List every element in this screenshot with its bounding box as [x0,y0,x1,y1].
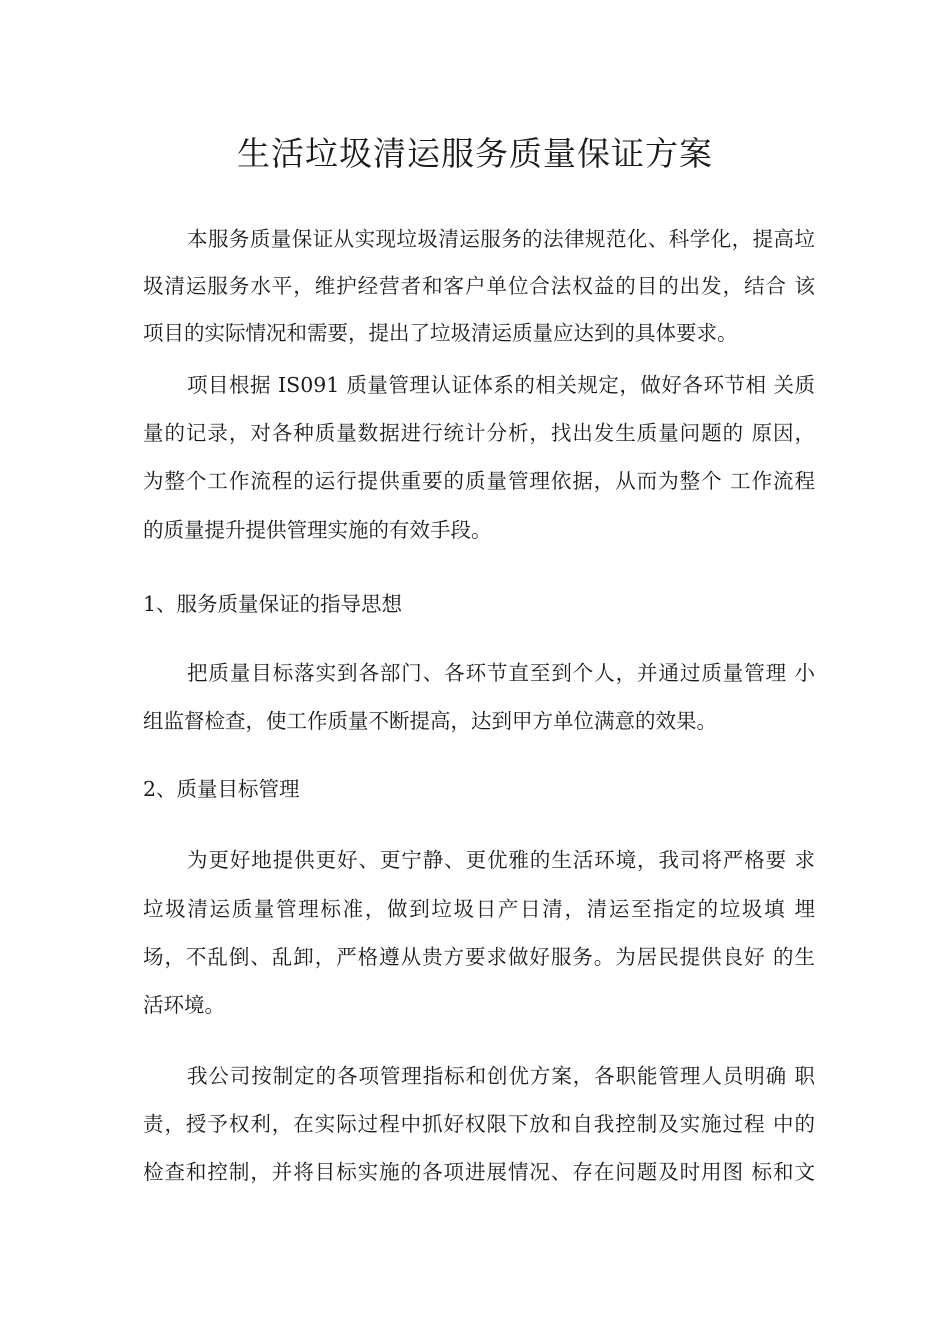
paragraph-line: 项目根据 IS091 质量管理认证体系的相关规定，做好各环节相 关质 [187,373,815,397]
paragraph-line: 组监督检查，使工作质量不断提高，达到甲方单位满意的效果。 [143,709,717,733]
document-title: 生活垃圾清运服务质量保证方案 [237,134,713,173]
paragraph-line: 我公司按制定的各项管理指标和创优方案，各职能管理人员明确 职 [187,1064,815,1088]
paragraph-line: 为更好地提供更好、更宁静、更优雅的生活环境，我司将严格要 求 [187,848,815,872]
paragraph-line: 把质量目标落实到各部门、各环节直至到个人，并通过质量管理 小 [187,661,815,685]
paragraph-line: 责，授予权利，在实际过程中抓好权限下放和自我控制及实施过程 中的 [143,1112,815,1136]
section-heading: 2、质量目标管理 [143,777,300,801]
paragraph-line: 量的记录，对各种质量数据进行统计分析，找出发生质量问题的 原因， [143,421,815,445]
paragraph-line: 项目的实际情况和需要，提出了垃圾清运质量应达到的具体要求。 [143,321,738,345]
paragraph-line: 活环境。 [143,993,225,1017]
paragraph-line: 的质量提升提供管理实施的有效手段。 [143,518,492,542]
paragraph-line: 圾清运服务水平，维护经营者和客户单位合法权益的目的出发，结合 该 [143,274,815,298]
paragraph-line: 检查和控制，并将目标实施的各项进展情况、存在问题及时用图 标和文 [143,1160,815,1184]
paragraph-line: 本服务质量保证从实现垃圾清运服务的法律规范化、科学化，提高垃 [187,227,815,251]
section-heading: 1、服务质量保证的指导思想 [143,592,403,616]
paragraph-line: 垃圾清运质量管理标准，做到垃圾日产日清，清运至指定的垃圾填 埋 [143,897,815,921]
paragraph-line: 场，不乱倒、乱卸，严格遵从贵方要求做好服务。为居民提供良好 的生 [143,945,815,969]
paragraph-line: 为整个工作流程的运行提供重要的质量管理依据，从而为整个 工作流程 [143,469,815,493]
